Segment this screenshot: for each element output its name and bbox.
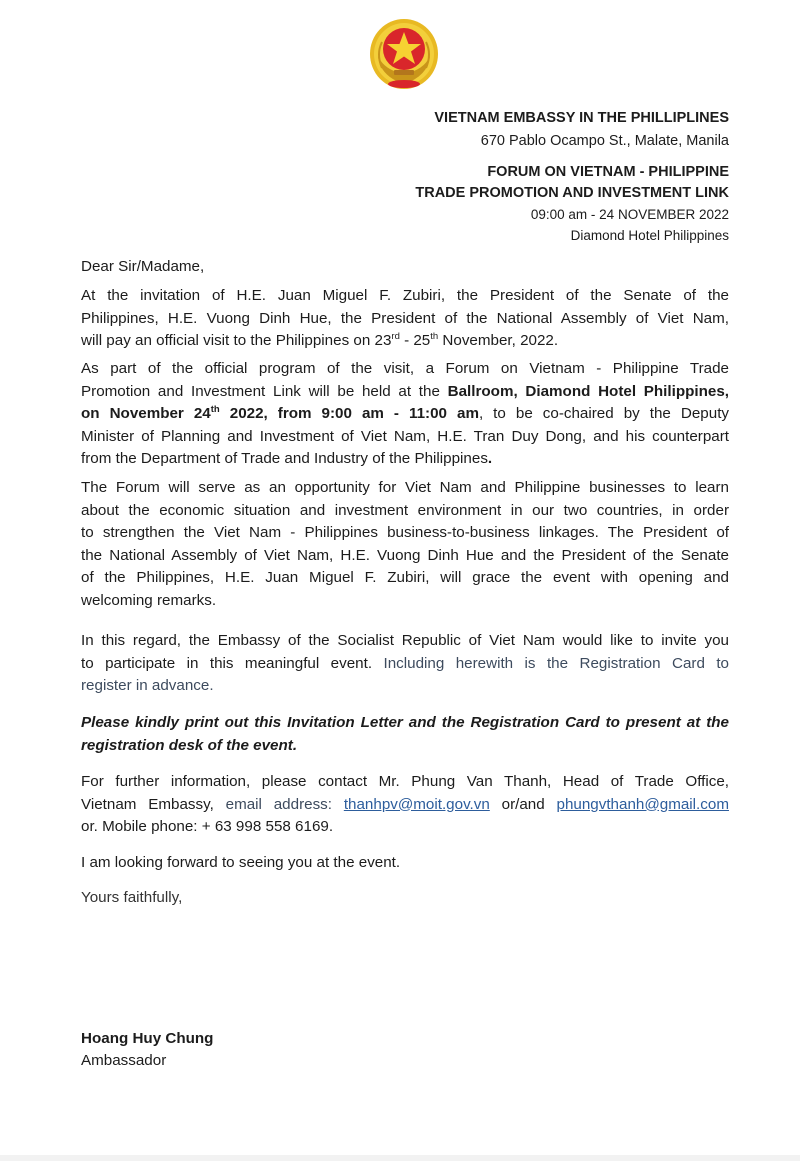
para1-line1: At the invitation of H.E. Juan Miguel F. Zubiri, the President of the Senate of the bbox=[81, 287, 729, 304]
para6-line2: Vietnam Embassy, email address: thanhpv@moit.gov.vn or/and phungvthanh@gmail.com bbox=[81, 795, 729, 813]
signatory-title: Ambassador bbox=[81, 1052, 167, 1069]
paragraph-print-notice bbox=[81, 712, 729, 757]
paragraph-forum bbox=[81, 477, 729, 613]
closing-line: I am looking forward to seeing you at the event. bbox=[81, 854, 401, 871]
signatory-name: Hoang Huy Chung bbox=[81, 1030, 214, 1047]
email-link-2[interactable]: phungvthanh@gmail.com bbox=[556, 795, 729, 813]
para6-line3: or. Mobile phone: + 63 998 558 6169. bbox=[81, 818, 334, 836]
event-venue: Diamond Hotel Philippines bbox=[570, 228, 729, 243]
greeting: Dear Sir/Madame, bbox=[81, 258, 205, 275]
vietnam-emblem-icon bbox=[368, 18, 440, 92]
event-title-line1: FORUM ON VIETNAM - PHILIPPINE bbox=[487, 164, 729, 180]
para3-line1: The Forum will serve as an opportunity for Viet Nam and Philippine businesses to learn bbox=[81, 479, 729, 496]
paragraph-invite bbox=[81, 630, 729, 698]
para4-line2: to participate in this meaningful event. Including herewith is the Registration Card to bbox=[81, 654, 729, 672]
embassy-name: VIETNAM EMBASSY IN THE PHILLIPLINES bbox=[434, 110, 729, 126]
para2-line2: Promotion and Investment Link will be held at the Ballroom, Diamond Hotel Philippines, bbox=[81, 382, 730, 400]
yours-faithfully: Yours faithfully, bbox=[81, 889, 183, 906]
para3-line2: about the economic situation and investment environment in our two countries, in order bbox=[81, 501, 729, 519]
para3-line3: to strengthen the Viet Nam - Philippines business-to-business linkages. The President of bbox=[81, 524, 729, 542]
para2-line4: Minister of Planning and Investment of Viet Nam, H.E. Tran Duy Dong, and his counterpart bbox=[81, 427, 729, 445]
para3-line6: welcoming remarks. bbox=[81, 591, 217, 609]
para3-line5: of the Philippines, H.E. Juan Miguel F. Zubiri, will grace the event with opening and bbox=[81, 569, 729, 587]
para2-line3: on November 24th 2022, from 9:00 am - 11:00 am, to be co-chaired by the Deputy bbox=[81, 404, 730, 423]
para1-line3: will pay an official visit to the Philippines on 23rd - 25th November, 2022. bbox=[81, 331, 559, 350]
para4-line1: In this regard, the Embassy of the Socialist Republic of Viet Nam would like to invite you bbox=[81, 632, 729, 649]
para4-line3: register in advance. bbox=[81, 677, 214, 695]
paragraph-program bbox=[81, 358, 729, 471]
email-link-1[interactable]: thanhpv@moit.gov.vn bbox=[343, 795, 490, 813]
event-time: 09:00 am - 24 NOVEMBER 2022 bbox=[530, 207, 729, 222]
event-title-line2: TRADE PROMOTION AND INVESTMENT LINK bbox=[415, 185, 729, 201]
page-bottom-edge bbox=[0, 1155, 800, 1161]
para3-line4: the National Assembly of Viet Nam, H.E. Vuong Dinh Hue and the President of the Senate bbox=[81, 546, 729, 564]
para5-line1: Please kindly print out this Invitation Letter and the Registration Card to present at the bbox=[81, 714, 729, 731]
para6-line1: For further information, please contact Mr. Phung Van Thanh, Head of Trade Office, bbox=[81, 773, 729, 790]
para5-line2: registration desk of the event. bbox=[81, 736, 298, 754]
para2-line1: As part of the official program of the visit, a Forum on Vietnam - Philippine Trade bbox=[81, 360, 729, 377]
para1-line2: Philippines, H.E. Vuong Dinh Hue, the President of the National Assembly of Viet Nam, bbox=[81, 309, 729, 327]
para2-line5: from the Department of Trade and Industry of the Philippines. bbox=[81, 450, 493, 468]
paragraph-contact bbox=[81, 771, 729, 839]
paragraph-invitation bbox=[81, 285, 729, 353]
embassy-address: 670 Pablo Ocampo St., Malate, Manila bbox=[480, 133, 729, 149]
